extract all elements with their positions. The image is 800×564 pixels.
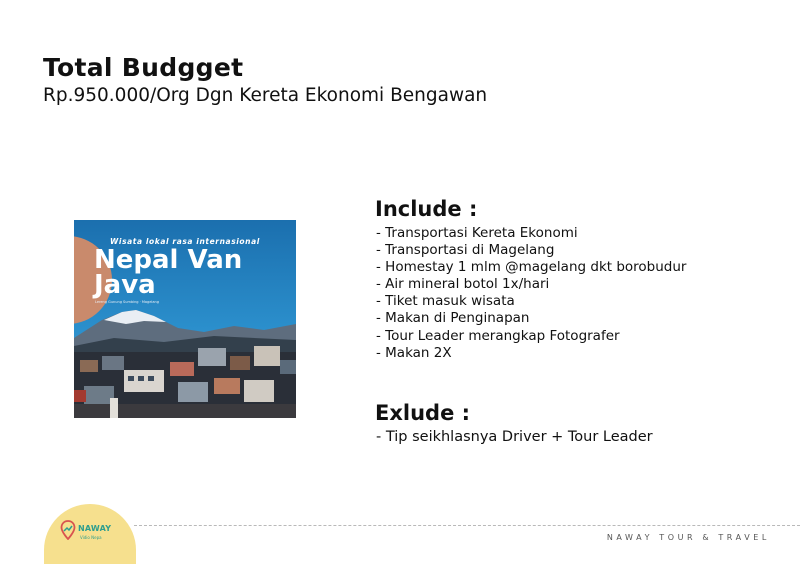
- list-item: - Transportasi Kereta Ekonomi: [376, 225, 578, 241]
- poster-title-line1: Nepal Van: [94, 245, 243, 275]
- include-list: [376, 225, 687, 362]
- poster-title: [94, 245, 294, 300]
- exclude-list: [376, 429, 653, 446]
- list-item: - Homestay 1 mlm @magelang dkt borobudur: [376, 259, 687, 276]
- include-heading: Include :: [375, 197, 478, 221]
- poster-tagline: Wisata lokal rasa internasional: [110, 237, 260, 246]
- footer-divider: [134, 525, 800, 526]
- footer-logo-badge: [44, 504, 136, 564]
- list-item: - Transportasi di Magelang: [376, 242, 555, 259]
- nepal-van-java-poster: [74, 220, 296, 418]
- exclude-heading: Exlude :: [375, 401, 471, 425]
- footer-brand-text: NAWAY TOUR & TRAVEL: [606, 533, 770, 542]
- list-item: - Air mineral botol 1x/hari: [376, 276, 550, 293]
- map-pin-icon: [60, 520, 76, 540]
- poster-title-line2: Java: [94, 270, 156, 300]
- list-item: - Tour Leader merangkap Fotografer: [376, 327, 620, 344]
- list-item: - Makan 2X: [376, 344, 452, 361]
- footer-logo-name: NAWAY: [78, 524, 112, 533]
- poster-credit: Lereng Gunung Sumbing · Magelang: [95, 300, 159, 304]
- list-item: - Makan di Penginapan: [376, 310, 530, 327]
- page-subtitle: Rp.950.000/Org Dgn Kereta Ekonomi Bengawan: [43, 85, 488, 106]
- footer-logo-sub: Vidio Nepa: [80, 535, 102, 540]
- list-item: - Tiket masuk wisata: [376, 293, 515, 310]
- page-title: Total Budgget: [43, 53, 244, 82]
- list-item: - Tip seikhlasnya Driver + Tour Leader: [376, 429, 653, 445]
